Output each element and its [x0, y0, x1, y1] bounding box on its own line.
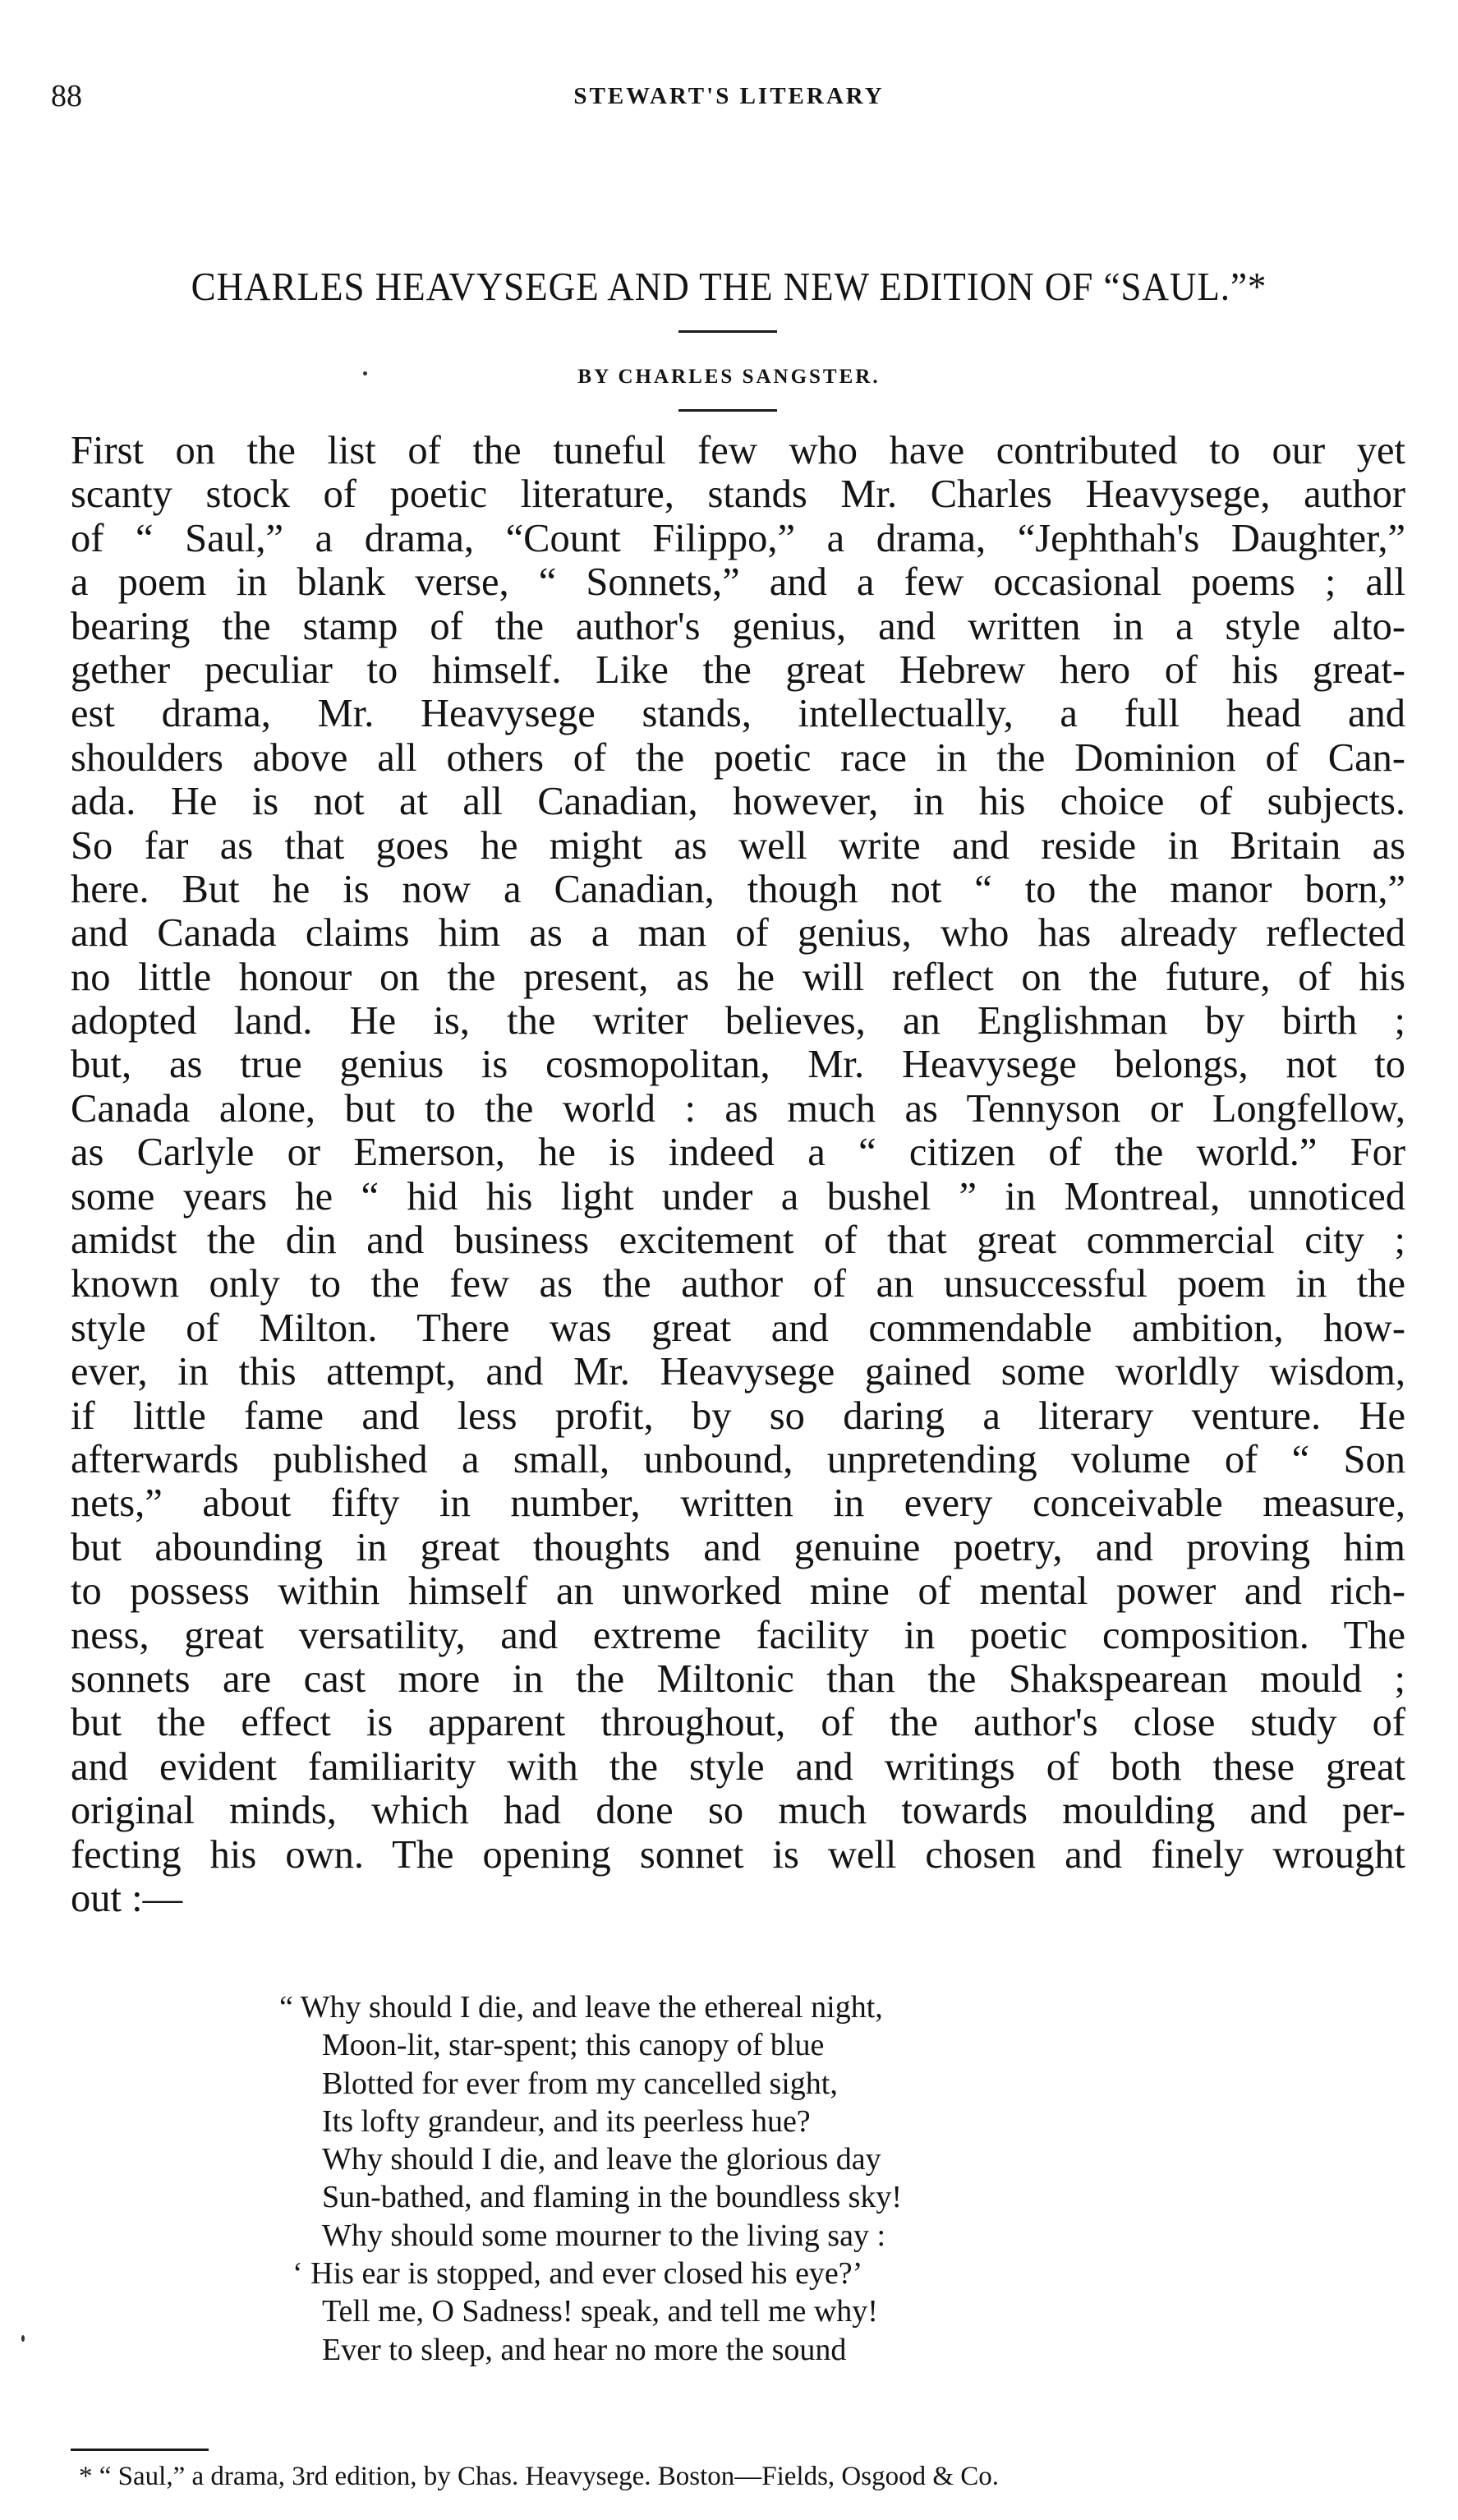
body-line: fecting his own. The opening sonnet is well chosen and finely wrought: [71, 1832, 1405, 1877]
running-head: [51, 76, 1407, 117]
body-line: known only to the few as the author of an unsuccessful poem in the: [71, 1262, 1405, 1306]
body-line: of “ Saul,” a drama, “Count Filippo,” a drama, “Jephthah's Daughter,”: [71, 516, 1405, 560]
article-title: CHARLES HEAVYSEGE AND THE NEW EDITION OF “SAUL.”*: [191, 264, 1267, 309]
body-line: and Canada claims him as a man of genius, who has already reflected: [71, 911, 1405, 956]
body-line: shoulders above all others of the poetic race in the Dominion of Can-: [71, 735, 1405, 780]
footnote: * “ Saul,” a drama, 3rd edition, by Chas. Heavysege. Boston—Fields, Osgood & Co.: [79, 2462, 1000, 2491]
body-line: but abounding in great thoughts and genuine poetry, and proving him: [71, 1525, 1405, 1569]
body-line: amidst the din and business excitement of that great commercial city ;: [71, 1219, 1405, 1263]
poem-line: Why should some mourner to the living say :: [322, 2218, 886, 2253]
body-line: adopted land. He is, the writer believes, an Englishman by birth ;: [71, 999, 1405, 1043]
body-line: So far as that goes he might as well write and reside in Britain as: [71, 823, 1405, 868]
body-line: ness, great versatility, and extreme facility in poetic composition. The: [71, 1613, 1405, 1657]
title-rule: [678, 330, 777, 333]
poem-line: Blotted for ever from my cancelled sight,: [322, 2066, 838, 2101]
body-line: out :—: [71, 1876, 183, 1920]
body-line: and evident familiarity with the style and writings of both these great: [71, 1744, 1405, 1789]
poem-line: Tell me, O Sadness! speak, and tell me why!: [322, 2294, 878, 2329]
body-line: but the effect is apparent throughout, of the author's close study of: [71, 1701, 1405, 1745]
poem-line: Moon-lit, star-spent; this canopy of blue: [322, 2028, 825, 2063]
poem-line: Sun-bathed, and flaming in the boundless sky!: [322, 2180, 903, 2215]
article-body: [71, 429, 1405, 1920]
byline: BY CHARLES SANGSTER.: [577, 366, 881, 388]
body-line: ever, in this attempt, and Mr. Heavysege gained some worldly wisdom,: [71, 1350, 1405, 1394]
body-line: here. But he is now a Canadian, though not “ to the manor born,”: [71, 867, 1405, 911]
body-line: some years he “ hid his light under a bushel ” in Montreal, unnoticed: [71, 1174, 1405, 1219]
body-line: to possess within himself an unworked mine of mental power and rich-: [71, 1569, 1405, 1614]
running-title: STEWART'S LITERARY: [573, 83, 885, 109]
byline-rule: [678, 409, 777, 412]
body-line: First on the list of the tuneful few who have contributed to our yet: [71, 429, 1405, 472]
body-line: Canada alone, but to the world : as much as Tennyson or Longfellow,: [71, 1086, 1405, 1131]
body-line: afterwards published a small, unbound, unpretending volume of “ Son: [71, 1437, 1405, 1481]
body-line: gether peculiar to himself. Like the great Hebrew hero of his great-: [71, 647, 1405, 692]
body-line: ada. He is not at all Canadian, however, in his choice of subjects.: [71, 780, 1405, 824]
body-line: but, as true genius is cosmopolitan, Mr. Heavysege belongs, not to: [71, 1043, 1405, 1087]
sonnet-quotation: [279, 1988, 902, 2369]
body-line: a poem in blank verse, “ Sonnets,” and a few occasional poems ; all: [71, 560, 1405, 605]
poem-line: Ever to sleep, and hear no more the sound: [322, 2332, 847, 2367]
body-line: style of Milton. There was great and commendable ambition, how-: [71, 1306, 1405, 1350]
footnote-rule: [71, 2449, 209, 2451]
poem-line: Its lofty grandeur, and its peerless hue?: [322, 2103, 811, 2139]
poem-line: ‘ His ear is stopped, and ever closed his eye?’: [292, 2256, 863, 2292]
poem-line: “ Why should I die, and leave the ethereal night,: [279, 1990, 883, 2025]
print-speck: [21, 2335, 25, 2342]
body-line: scanty stock of poetic literature, stands Mr. Charles Heavysege, author: [71, 472, 1405, 517]
body-line: bearing the stamp of the author's genius, and written in a style alto-: [71, 604, 1405, 648]
body-line: est drama, Mr. Heavysege stands, intellectually, a full head and: [71, 692, 1405, 736]
body-line: as Carlyle or Emerson, he is indeed a “ citizen of the world.” For: [71, 1131, 1405, 1175]
body-line: nets,” about fifty in number, written in every conceivable measure,: [71, 1481, 1405, 1526]
page-number: 88: [51, 79, 82, 113]
body-line: original minds, which had done so much towards moulding and per-: [71, 1789, 1405, 1833]
poem-line: Why should I die, and leave the glorious day: [322, 2142, 881, 2177]
body-line: if little fame and less profit, by so daring a literary venture. He: [71, 1394, 1405, 1438]
body-line: sonnets are cast more in the Miltonic than the Shakspearean mould ;: [71, 1656, 1405, 1701]
body-line: no little honour on the present, as he will reflect on the future, of his: [71, 955, 1405, 999]
